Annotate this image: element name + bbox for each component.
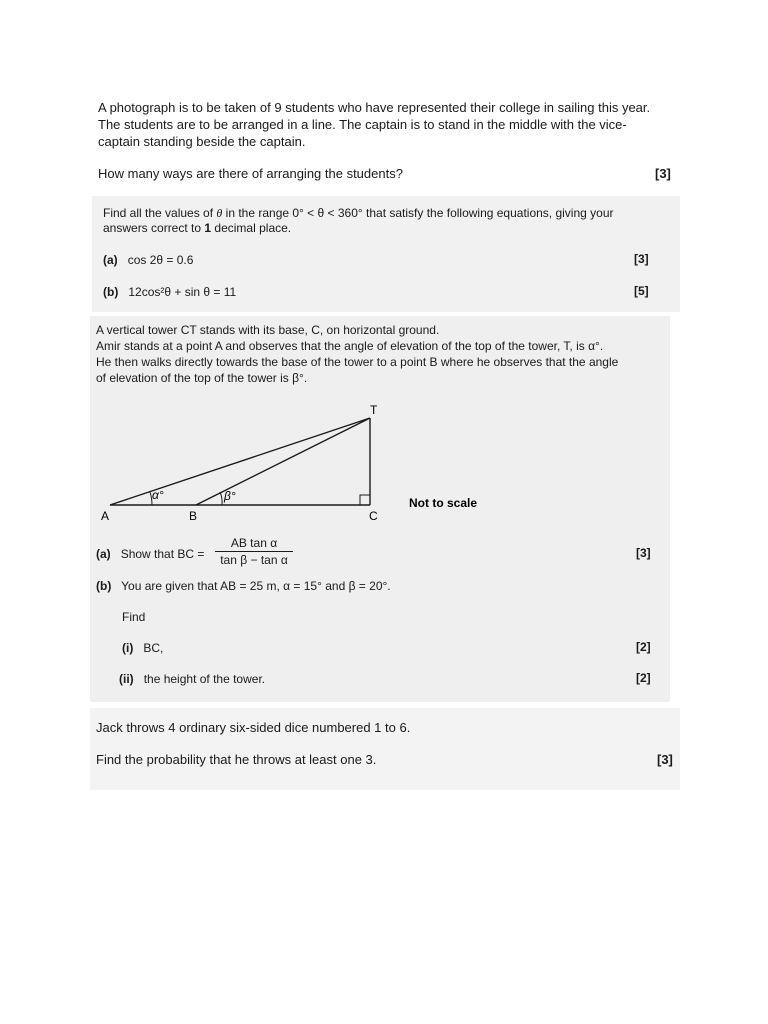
q1-line-3: captain standing beside the captain. <box>98 134 306 149</box>
q1-mark: [3] <box>655 166 671 181</box>
q3-part-a-fraction <box>215 536 293 568</box>
q3-sub-ii-mark: [2] <box>636 671 651 685</box>
q3-part-a-text: Show that BC = <box>120 547 205 561</box>
q3-sub-i-label: (i) <box>122 641 134 655</box>
q3-part-b <box>96 578 391 594</box>
q3-line-4: of elevation of the top of the tower is β°. <box>96 371 308 385</box>
q3-find: Find <box>122 610 146 624</box>
fraction-numerator: AB tan α <box>230 536 278 550</box>
q1-question: How many ways are there of arranging the students? <box>98 166 403 181</box>
tower-diagram <box>92 396 512 526</box>
label-c: C <box>369 509 378 523</box>
q2-range-text: in the range 0° < θ < 360° that satisfy the following equations, giving your <box>225 206 614 220</box>
q3-line-1: A vertical tower CT stands with its base, C, on horizontal ground. <box>96 323 440 337</box>
label-b: B <box>189 509 198 523</box>
q2-intro-line-1 <box>103 205 614 221</box>
q2-intro-line-2 <box>103 220 291 236</box>
sightline-b <box>196 418 370 505</box>
q2-intro-post: decimal place. <box>214 221 292 235</box>
q2-intro-pre: answers correct to <box>103 221 202 235</box>
q2-part-b-mark: [5] <box>634 284 649 298</box>
q3-sub-ii-text: the height of the tower. <box>143 672 266 686</box>
sightline-a <box>110 418 370 505</box>
q2-part-b-equation: 12cos²θ + sin θ = 11 <box>128 285 237 299</box>
q4-line-1: Jack throws 4 ordinary six-sided dice numbered 1 to 6. <box>96 720 411 735</box>
q2-intro-text: Find all the values of <box>103 206 214 220</box>
q3-part-a-label: (a) <box>96 547 111 561</box>
angle-alpha: α° <box>152 488 164 502</box>
q2-part-a-mark: [3] <box>634 252 649 266</box>
q1-line-2: The students are to be arranged in a line. The captain is to stand in the middle with the vice- <box>98 117 627 132</box>
q3-sub-i-mark: [2] <box>636 640 651 654</box>
fraction-denominator: tan β − tan α <box>215 551 293 568</box>
q3-sub-i <box>122 640 163 656</box>
q3-part-a-mark: [3] <box>636 546 651 560</box>
q2-part-a-equation: cos 2θ = 0.6 <box>127 253 194 267</box>
q3-part-b-label: (b) <box>96 579 112 593</box>
q4-mark: [3] <box>657 752 673 767</box>
right-angle-marker <box>360 495 370 505</box>
q3-sub-ii-label: (ii) <box>119 672 134 686</box>
q2-part-b <box>103 284 236 300</box>
label-a: A <box>101 509 110 523</box>
q3-part-b-text: You are given that AB = 25 m, α = 15° and β = 20°. <box>121 579 391 593</box>
q3-line-2: Amir stands at a point A and observes that the angle of elevation of the top of the tower, T, is α°. <box>96 339 604 353</box>
q2-intro-bold: 1 <box>204 221 212 235</box>
q1-line-1: A photograph is to be taken of 9 students who have represented their college in sailing this year. <box>98 100 651 115</box>
q4-line-2: Find the probability that he throws at least one 3. <box>96 752 377 767</box>
q3-line-3: He then walks directly towards the base of the tower to a point B where he observes that the angle <box>96 355 619 369</box>
q3-part-a <box>96 546 204 562</box>
angle-beta: β° <box>224 489 236 503</box>
label-t: T <box>370 403 378 417</box>
q2-part-a-label: (a) <box>103 253 118 267</box>
q3-sub-ii <box>119 671 265 687</box>
q2-part-b-label: (b) <box>103 285 119 299</box>
q2-part-a <box>103 252 193 268</box>
q3-sub-i-text: BC, <box>143 641 164 655</box>
q2-theta: θ <box>216 206 223 220</box>
beta-arc <box>220 492 222 505</box>
not-to-scale-note: Not to scale <box>409 496 478 510</box>
